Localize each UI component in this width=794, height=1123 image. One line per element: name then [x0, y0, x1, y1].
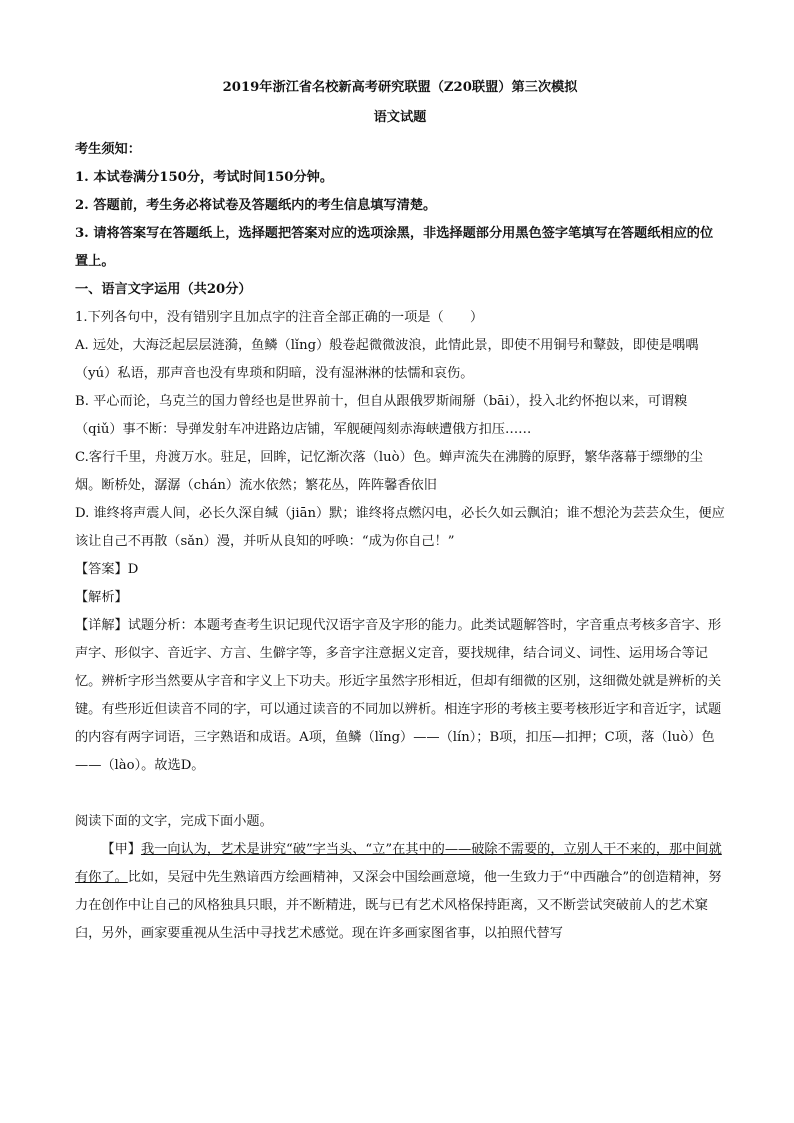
- notice-heading: 考生须知：: [75, 142, 141, 157]
- reading-paragraph: [75, 836, 725, 948]
- exam-notice: [75, 136, 725, 276]
- paragraph-text: 比如，吴冠中先生熟谙西方绘画精神，又深会中国绘画意境，他一生致力于“中西融合”的创造精神，努力在创作中让自己的风格独具只眼，并不断精进，既与已有艺术风格保持距离，又不断尝试突破前人的艺术窠臼，另外，画家要重视从生活中寻找艺术感觉。现在许多画家图省事，以拍照代替写: [75, 870, 722, 941]
- question-stem: 1.下列各句中，没有错别字且加点字的注音全部正确的一项是（ ）: [75, 310, 484, 325]
- page-subtitle: 语文试题: [373, 110, 427, 125]
- underlined-sentence: 我一向认为，艺术是讲究“破”字当头、“立”在其中的——破除不需要的，立别人干不来的，那中间就有你了。: [75, 842, 722, 885]
- section-language: [75, 276, 725, 780]
- option-b: B. 平心而论，乌克兰的国力曾经也是世界前十，但自从跟俄罗斯闹掰（bāi），投入北约怀抱以来，可谓糗（qiǔ）事不断：导弹发射车冲进路边店铺，军舰硬闯刻赤海峡遭俄方扣压……: [75, 394, 688, 437]
- answer: 【答案】D: [75, 562, 139, 577]
- reading-instruction: 阅读下面的文字，完成下面小题。: [75, 814, 273, 829]
- page-title: 2019年浙江省名校新高考研究联盟（Z20联盟）第三次模拟: [222, 80, 578, 95]
- notice-item: 3. 请将答案写在答题纸上，选择题把答案对应的选项涂黑，非选择题部分用黑色签字笔填写在答题纸相应的位置上。: [75, 226, 714, 269]
- paragraph-label: 【甲】: [101, 842, 141, 857]
- option-d: D. 谁终将声震人间，必长久深自缄（jiān）默；谁终将点燃闪电，必长久如云飘泊；谁不想沦为芸芸众生，便应该让自己不再散（sǎn）漫，并听从良知的呼唤：“成为你自己！”: [75, 506, 725, 549]
- option-a: A. 远处，大海泛起层层涟漪，鱼鳞（lǐng）般卷起微微波浪，此情此景，即使不用铜号和鼙鼓，即使是喁喁（yú）私语，那声音也没有卑琐和阴暗，没有湿淋淋的怯懦和哀伤。: [75, 338, 699, 381]
- notice-item: 2. 答题前，考生务必将试卷及答题纸内的考生信息填写清楚。: [75, 198, 437, 213]
- reading-section: [75, 808, 725, 948]
- option-c: C.客行千里，舟渡万水。驻足，回眸，记忆渐次落（luò）色。蝉声流失在沸腾的原野，繁华落幕于缥缈的尘烟。断桥处，潺潺（chán）流水依然；繁花丛，阵阵馨香依旧: [75, 450, 703, 493]
- notice-item: 1. 本试卷满分150分，考试时间150分钟。: [75, 170, 334, 185]
- analysis-label: 【解析】: [75, 590, 128, 605]
- section-heading: 一、语言文字运用（共20分）: [75, 282, 252, 297]
- document-page: [75, 78, 725, 948]
- analysis-detail: 【详解】试题分析：本题考查考生识记现代汉语字音及字形的能力。此类试题解答时，字音重点考核多音字、形声字、形似字、音近字、方言、生僻字等，多音字注意据义定音，要找规律，结合词义、词性、运用场合等记忆。辨析字形当然要从字音和字义上下功夫。形近字虽然字形相近，但却有细微的区别，这细微处就是辨析的关键。有些形近但读音不同的字，可以通过读音的不同加以辨析。相连字形的考核主要考核形近字和音近字，试题的内容有两字词语，三字熟语和成语。A项，鱼鳞（lǐng）——（lín）；B项，扣压—扣押；C项，落（luò）色——（lào）。故选D。: [75, 618, 722, 773]
